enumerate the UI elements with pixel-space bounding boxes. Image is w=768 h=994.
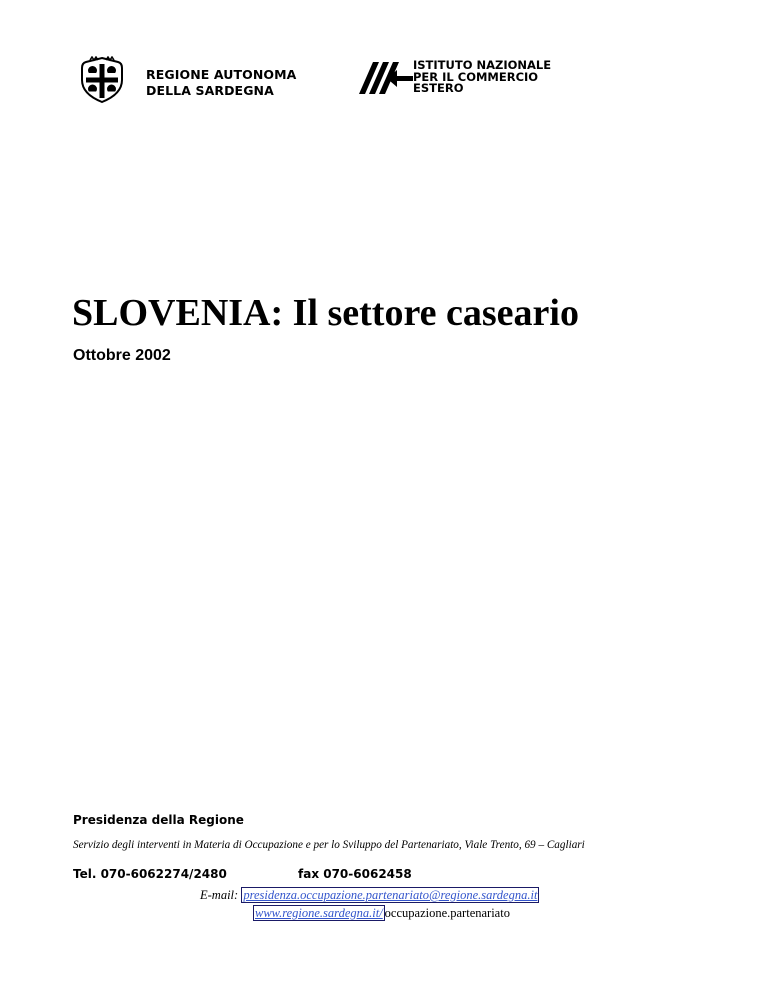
website-link[interactable]: www.regione.sardegna.it/: [255, 906, 383, 920]
fax-number: fax 070-6062458: [298, 867, 412, 881]
website-line: [253, 905, 510, 921]
sardegna-logo-text: [146, 67, 296, 99]
ice-logo-line1: ISTITUTO NAZIONALE: [413, 58, 552, 72]
sardegna-logo-line2: DELLA SARDEGNA: [146, 83, 274, 98]
ice-logo: [357, 60, 577, 96]
document-title: SLOVENIA: Il settore caseario: [72, 292, 579, 334]
document-date: Ottobre 2002: [73, 347, 171, 364]
ice-logo-text: [413, 60, 551, 95]
service-address: Servizio degli interventi in Materia di Occupazione e per lo Sviluppo del Partenariato, Viale Trento, 69 – Cagliari: [73, 839, 585, 851]
ice-logo-line3: ESTERO: [413, 81, 464, 95]
email-link[interactable]: presidenza.occupazione.partenariato@regione.sardegna.it: [243, 888, 538, 902]
sardegna-logo-line1: REGIONE AUTONOMA: [146, 67, 297, 82]
sardegna-crest-icon: [78, 56, 126, 104]
email-line: [200, 887, 539, 903]
ice-mark-icon: [357, 60, 413, 96]
telephone: Tel. 070-6062274/2480: [73, 867, 227, 881]
website-suffix: occupazione.partenariato: [384, 906, 510, 920]
office-name: Presidenza della Regione: [73, 813, 244, 827]
regione-sardegna-logo: [78, 56, 323, 104]
ice-logo-line2: PER IL COMMERCIO: [413, 69, 539, 84]
email-label: E-mail:: [200, 888, 239, 902]
